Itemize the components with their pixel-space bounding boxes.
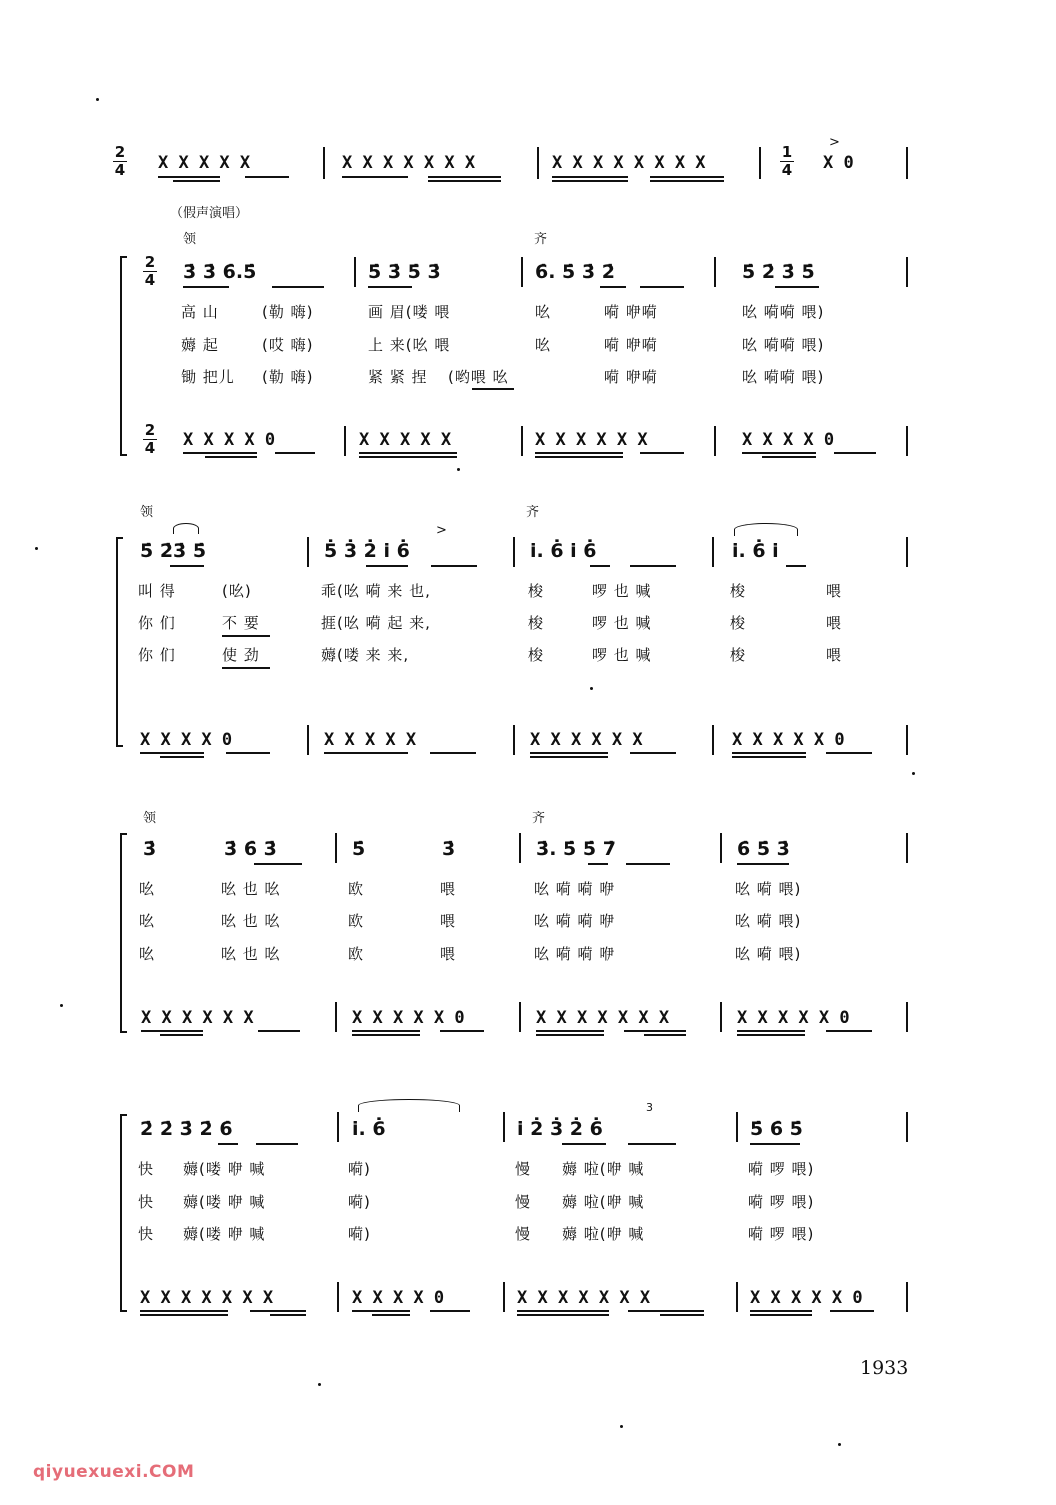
lyric: 喂 (440, 912, 457, 930)
bar-line (344, 426, 346, 456)
melody-measure: i. 6̇ i 6̇ (530, 540, 597, 562)
beam (245, 176, 289, 178)
lyric: 吆 (139, 945, 156, 963)
beam (600, 286, 626, 288)
lyric: 嗬 咿嗬 (604, 303, 658, 321)
beam (160, 1034, 203, 1036)
beam (786, 565, 806, 567)
rhythm-measure: X X X X X X X (517, 1288, 651, 1308)
melody-measure: 3̇. 5̇ 5̇ 7̇ (536, 838, 616, 860)
lyric: 欧 (348, 945, 365, 963)
lyric: 吆 嗬嗬 喂) (742, 368, 825, 386)
beam (750, 1314, 812, 1316)
lyric: 吆 嗬 嗬 咿 (534, 880, 616, 898)
lyric: 嗬) (348, 1193, 371, 1211)
time-signature-2-4: 2 4 (144, 253, 156, 289)
beam (650, 180, 724, 182)
beam (536, 1034, 604, 1036)
lyric: 嗬 咿嗬 (604, 336, 658, 354)
melody-measure: i 2̇ 3̇ 2̇ 6̇ (517, 1118, 603, 1140)
lyric: 吆 嗬 喂) (735, 912, 802, 930)
beam (359, 452, 457, 454)
speck (912, 772, 915, 775)
beam (630, 565, 676, 567)
beam (742, 452, 816, 454)
lyric: 梭 (528, 582, 545, 600)
bar-line (906, 1002, 908, 1032)
beam (430, 752, 476, 754)
melody-measure: i. 6̇ (352, 1118, 386, 1140)
bar-line (712, 537, 714, 567)
bar-line (720, 833, 722, 863)
beam (428, 176, 501, 178)
lyric-underline (222, 667, 270, 669)
beam (630, 752, 676, 754)
lyric: 吆 嗬 嗬 咿 (534, 945, 616, 963)
bar-line (519, 1002, 521, 1032)
melody-measure: 5̇ 3̇ 5̇ 3̇ (368, 261, 441, 283)
lyric: 薅 啦(咿 喊 (562, 1160, 645, 1178)
slur (173, 523, 199, 534)
lyric: 喂 (826, 582, 843, 600)
system-brace (120, 833, 127, 1033)
lyric: 高 山 (181, 303, 219, 321)
beam (737, 1030, 805, 1032)
bar-line (337, 1282, 339, 1312)
beam (272, 286, 324, 288)
lyric: 吆 也 吆 (221, 945, 281, 963)
rhythm-measure: X X X X X 0 (737, 1008, 850, 1028)
beam (750, 1143, 800, 1145)
lyric: 锄 把儿 (181, 368, 235, 386)
lyric: 梭 (528, 614, 545, 632)
lyric: 捱(吆 嗬 起 来, (321, 614, 431, 632)
lyric: (勒 嗨) (262, 368, 314, 386)
rhythm-measure: X X X X 0 (352, 1288, 445, 1308)
beam (517, 1310, 609, 1312)
lyric: (勒 嗨) (262, 303, 314, 321)
system-brace (120, 256, 127, 456)
beam (535, 452, 623, 454)
system-brace (120, 1114, 127, 1312)
lyric: 薅(喽 咿 喊 (183, 1225, 266, 1243)
bar-line (906, 257, 908, 287)
beam (588, 863, 608, 865)
time-signature-2-4: 2 4 (144, 421, 156, 457)
lyric: 紧 紧 捏 (368, 368, 428, 386)
lyric: 薅(喽 咿 喊 (183, 1193, 266, 1211)
speck (318, 1383, 321, 1386)
lyric: 快 (138, 1160, 155, 1178)
lyric: (哎 嗨) (262, 336, 314, 354)
beam (250, 1310, 306, 1312)
beam (431, 565, 477, 567)
beam (270, 1314, 306, 1316)
bar-line (720, 1002, 722, 1032)
bar-line (307, 537, 309, 567)
lyric: 梭 (730, 646, 747, 664)
lyric: 啰 也 喊 (592, 582, 652, 600)
rhythm-measure: X X X X X X (141, 1008, 254, 1028)
bar-line (307, 725, 309, 755)
lyric: 吆 也 吆 (221, 912, 281, 930)
lyric-underline (222, 635, 270, 637)
beam (254, 863, 302, 865)
beam (218, 1143, 238, 1145)
beam (624, 1030, 686, 1032)
bar-line (521, 426, 523, 456)
speck (838, 1443, 841, 1446)
beam (430, 1310, 470, 1312)
lyric: 快 (138, 1225, 155, 1243)
lyric: 薅 啦(咿 喊 (562, 1225, 645, 1243)
melody-measure: 6̇. 5̇ 3̇ 2̇ (535, 261, 615, 283)
beam (552, 180, 628, 182)
melody-measure: 5̇ 2̇3̇ 5̇ (140, 540, 207, 562)
lyric: 薅 起 (181, 336, 219, 354)
melody-measure: 5̇ 6̇ 5̇ (750, 1118, 803, 1140)
lyric: 喂 (826, 646, 843, 664)
beam (830, 1310, 874, 1312)
rhythm-measure: X 0 (823, 153, 854, 173)
system-brace (116, 537, 123, 747)
lead-label: 领 (183, 232, 197, 247)
accent-mark: > (829, 135, 840, 150)
bar-line (503, 1112, 505, 1142)
rhythm-measure: X X X X 0 (183, 430, 276, 450)
melody-measure: 3̇ 3̇ 6̇.5̇ (183, 261, 257, 283)
rhythm-measure: X X X X X 0 (750, 1288, 863, 1308)
rhythm-measure: X X X X 0 (742, 430, 835, 450)
lyric: 吆 也 吆 (221, 880, 281, 898)
lyric: 吆 (535, 303, 552, 321)
beam (226, 752, 270, 754)
bar-line (323, 147, 325, 179)
rhythm-measure: X X X X X 0 (732, 730, 845, 750)
chorus-label: 齐 (532, 811, 546, 826)
beam (737, 863, 789, 865)
slur (358, 1099, 460, 1112)
bar-line (714, 426, 716, 456)
beam (183, 286, 229, 288)
rhythm-measure: X X X X X 0 (352, 1008, 465, 1028)
beam (183, 452, 257, 454)
bar-line (337, 1112, 339, 1142)
lyric: 你 们 (138, 614, 176, 632)
rhythm-measure: X X X X X (324, 730, 417, 750)
bar-line (906, 426, 908, 456)
beam (352, 1310, 410, 1312)
lyric: 嗬 啰 喂) (748, 1193, 815, 1211)
bar-line (503, 1282, 505, 1312)
beam (626, 863, 670, 865)
lyric: 乖(吆 嗬 来 也, (321, 582, 431, 600)
lyric: 啰 也 喊 (592, 646, 652, 664)
lyric: 吆 嗬 嗬 咿 (534, 912, 616, 930)
melody-measure: 5̇ (352, 838, 366, 860)
beam (440, 1030, 484, 1032)
lyric: 使 劲 (222, 646, 260, 664)
beam (372, 1314, 410, 1316)
beam (141, 1030, 203, 1032)
page-number: 1933 (860, 1357, 909, 1379)
lyric: 嗬) (348, 1160, 371, 1178)
lyric: 慢 (515, 1225, 532, 1243)
beam (628, 1310, 704, 1312)
bar-line (736, 1282, 738, 1312)
beam (366, 565, 408, 567)
lyric: 喂 (440, 945, 457, 963)
beam (826, 1030, 872, 1032)
beam (140, 1314, 228, 1316)
beam (732, 752, 806, 754)
rhythm-measure: X X X X 0 (140, 730, 233, 750)
bar-line (335, 833, 337, 863)
beam (775, 286, 819, 288)
speck (96, 98, 99, 101)
lyric: 嗬 啰 喂) (748, 1225, 815, 1243)
bar-line (906, 725, 908, 755)
rhythm-measure: X X X X X X X X (552, 153, 706, 173)
beam (640, 286, 684, 288)
lyric: 梭 (730, 614, 747, 632)
beam (826, 752, 872, 754)
lyric: 不 要 (222, 614, 260, 632)
beam (342, 176, 408, 178)
time-signature-1-4: 1 4 (781, 143, 793, 179)
lyric: 欧 (348, 880, 365, 898)
lyric: (吆) (222, 582, 252, 600)
lyric: 慢 (515, 1160, 532, 1178)
lyric: 薅(喽 咿 喊 (183, 1160, 266, 1178)
beam (590, 565, 610, 567)
speck (60, 1004, 63, 1007)
bar-line (513, 725, 515, 755)
rhythm-measure: X X X X X X X (536, 1008, 670, 1028)
melody-measure: 3̇ (143, 838, 157, 860)
bar-line (712, 725, 714, 755)
melody-measure: 5̇ 2̇ 3̇ 5̇ (742, 261, 815, 283)
beam (160, 756, 204, 758)
melody-measure: 2̇ 2̇ 3̇ 2̇ 6̇ (140, 1118, 233, 1140)
bar-line (906, 1112, 908, 1142)
lead-label: 领 (143, 811, 157, 826)
lyric: 慢 (515, 1193, 532, 1211)
beam (352, 1030, 420, 1032)
beam (535, 456, 623, 458)
lyric: 嗬 咿嗬 (604, 368, 658, 386)
bar-line (906, 833, 908, 863)
beam (428, 180, 501, 182)
rhythm-measure: X X X X X X X (342, 153, 476, 173)
lyric: 吆 嗬嗬 喂) (742, 336, 825, 354)
beam (140, 1310, 228, 1312)
beam (660, 1314, 704, 1316)
melody-measure: 3̇ 6̇ 3̇ (224, 838, 277, 860)
rhythm-measure: X X X X X (158, 153, 251, 173)
lyric: 喂 (440, 880, 457, 898)
lyric: 上 来(吆 喂 (368, 336, 451, 354)
melody-measure: 3̇ (442, 838, 456, 860)
rhythm-measure: X X X X X (359, 430, 452, 450)
beam (170, 565, 204, 567)
lead-label: 领 (140, 505, 154, 520)
lyric: 啰 也 喊 (592, 614, 652, 632)
beam (644, 1034, 686, 1036)
beam (352, 1034, 420, 1036)
lyric: 吆 (139, 880, 156, 898)
beam (258, 1030, 300, 1032)
beam (536, 1030, 604, 1032)
rhythm-measure: X X X X X X (530, 730, 643, 750)
lyric: 画 眉(喽 喂 (368, 303, 451, 321)
beam (205, 456, 257, 458)
melody-measure: 5̇ 3̇ 2̇ i 6̇ (324, 540, 410, 562)
accent-mark: > (436, 523, 447, 538)
lyric: 薅(喽 来 来, (321, 646, 410, 664)
beam (732, 756, 806, 758)
beam (628, 1143, 676, 1145)
lyric: 嗬) (348, 1225, 371, 1243)
bar-line (513, 537, 515, 567)
lyric: 梭 (528, 646, 545, 664)
beam (650, 176, 724, 178)
lyric: 喂 (826, 614, 843, 632)
bar-line (519, 833, 521, 863)
melody-measure: i. 6̇ i (732, 540, 779, 562)
grace-note: 3 (646, 1101, 653, 1114)
slur (734, 523, 798, 536)
bar-line (335, 1002, 337, 1032)
lyric: 嗬 啰 喂) (748, 1160, 815, 1178)
lyric: 快 (138, 1193, 155, 1211)
beam (517, 1314, 609, 1316)
bar-line (521, 257, 523, 287)
time-signature-2-4: 2 4 (114, 143, 126, 179)
beam (275, 452, 315, 454)
lyric: 吆 嗬 喂) (735, 880, 802, 898)
beam (562, 1143, 606, 1145)
bar-line (906, 147, 908, 179)
beam (762, 456, 816, 458)
chorus-label: 齐 (526, 505, 540, 520)
beam (324, 752, 408, 754)
bar-line (759, 147, 761, 179)
lyric: 你 们 (138, 646, 176, 664)
beam (140, 752, 204, 754)
beam (737, 1034, 805, 1036)
bar-line (354, 257, 356, 287)
rhythm-measure: X X X X X X X (140, 1288, 274, 1308)
beam (173, 180, 220, 182)
beam (552, 176, 628, 178)
beam (158, 176, 220, 178)
lyric: (哟喂 吆 (448, 368, 509, 386)
beam (359, 456, 457, 458)
chorus-label: 齐 (534, 232, 548, 247)
speck (35, 547, 38, 550)
lyric: 吆 嗬嗬 喂) (742, 303, 825, 321)
bar-line (714, 257, 716, 287)
lyric-underline (472, 388, 514, 390)
lyric: 叫 得 (138, 582, 176, 600)
bar-line (906, 1282, 908, 1312)
lyric: 薅 啦(咿 喊 (562, 1193, 645, 1211)
lyric: 吆 嗬 喂) (735, 945, 802, 963)
speck (590, 687, 593, 690)
lyric: 梭 (730, 582, 747, 600)
watermark: qiyuexuexi.COM (33, 1462, 195, 1482)
melody-measure: 6̇ 5̇ 3̇ (737, 838, 790, 860)
bar-line (736, 1112, 738, 1142)
beam (530, 752, 608, 754)
beam (256, 1143, 298, 1145)
beam (834, 452, 876, 454)
lyric: 吆 (139, 912, 156, 930)
bar-line (537, 147, 539, 179)
lyric: 欧 (348, 912, 365, 930)
beam (750, 1310, 812, 1312)
performance-note: （假声演唱） (170, 206, 249, 221)
beam (640, 452, 684, 454)
speck (620, 1425, 623, 1428)
lyric: 吆 (535, 336, 552, 354)
beam (368, 286, 412, 288)
bar-line (906, 537, 908, 567)
beam (530, 756, 608, 758)
rhythm-measure: X X X X X X (535, 430, 648, 450)
speck (457, 468, 460, 471)
